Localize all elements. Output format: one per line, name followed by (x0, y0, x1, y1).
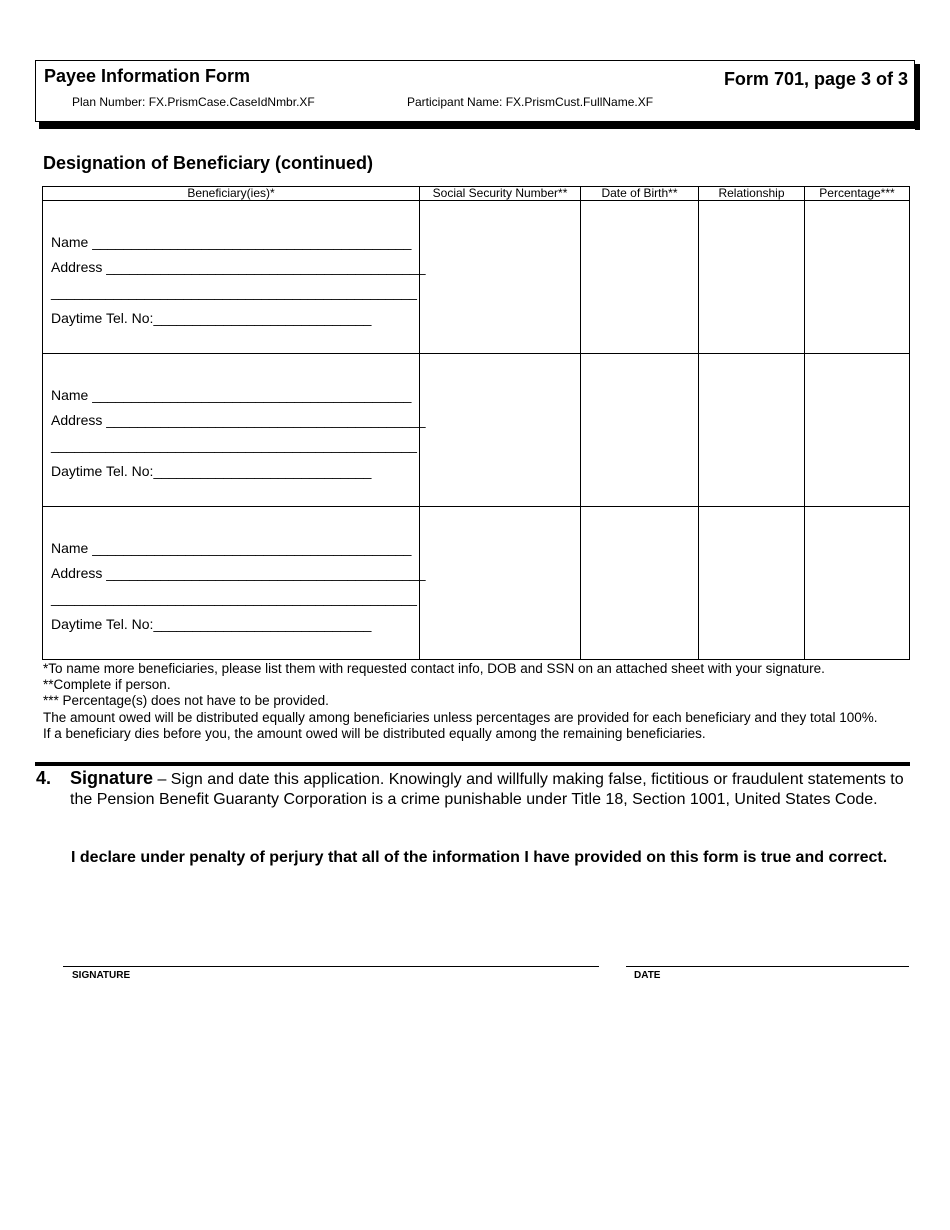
date-line[interactable] (626, 966, 909, 967)
form-number: Form 701, page 3 of 3 (723, 69, 908, 89)
phone-field[interactable]: Daytime Tel. No:____________________________ (51, 463, 372, 479)
plan-number: Plan Number: FX.PrismCase.CaseIdNmbr.XF (72, 95, 315, 109)
column-header-dob: Date of Birth** (581, 187, 699, 201)
address-field[interactable]: Address _________________________________________ (51, 259, 426, 275)
table-row (43, 201, 910, 354)
footnote: If a beneficiary dies before you, the amount owed will be distributed equally among the remaining beneficiaries. (43, 725, 706, 741)
footnote: *To name more beneficiaries, please list them with requested contact info, DOB and SSN on an attached sheet with your signature. (43, 661, 825, 676)
table-row (43, 354, 910, 507)
dob-cell[interactable] (581, 201, 699, 354)
signature-instructions-text: – Sign and date this application. Knowingly and willfully making false, fictitious or fraudulent statements to the Pension Benefit Guaranty Corporation is a crime punishable under Title 18, Section 1001, United States Code. (70, 771, 904, 808)
dob-cell[interactable] (581, 507, 699, 660)
signature-heading: Signature (70, 768, 154, 788)
relationship-cell[interactable] (699, 201, 805, 354)
name-field[interactable]: Name _________________________________________ (51, 540, 412, 556)
beneficiary-cell (43, 507, 426, 660)
percentage-cell[interactable] (805, 507, 910, 660)
name-field[interactable]: Name _________________________________________ (51, 387, 412, 403)
relationship-cell[interactable] (699, 354, 805, 507)
beneficiary-table (42, 186, 910, 660)
percentage-cell[interactable] (805, 354, 910, 507)
beneficiary-cell (43, 354, 426, 507)
address-field[interactable]: Address _________________________________________ (51, 412, 426, 428)
header-shadow (39, 122, 920, 129)
footnotes (43, 661, 878, 742)
table-header-row (43, 187, 910, 201)
header-shadow (915, 64, 920, 130)
date-label: DATE (634, 970, 661, 981)
dob-cell[interactable] (581, 354, 699, 507)
section-title: Designation of Beneficiary (continued) (43, 153, 374, 173)
beneficiary-cell (43, 201, 426, 354)
address-line-2-field[interactable]: _______________________________________________ (51, 590, 417, 606)
perjury-declaration: I declare under penalty of perjury that all of the information I have provided on this form is true and correct. (71, 849, 888, 866)
footnote: **Complete if person. (43, 677, 171, 693)
form-title: Payee Information Form (44, 66, 251, 86)
name-field[interactable]: Name _________________________________________ (51, 234, 412, 250)
column-header-relationship: Relationship (699, 187, 805, 201)
column-header-percentage: Percentage*** (805, 187, 910, 201)
address-field[interactable]: Address _________________________________________ (51, 565, 426, 581)
phone-field[interactable]: Daytime Tel. No:____________________________ (51, 616, 372, 632)
signature-instructions (70, 768, 910, 810)
section-number: 4. (36, 768, 52, 788)
address-line-2-field[interactable]: _______________________________________________ (51, 284, 417, 300)
ssn-cell[interactable] (420, 354, 581, 507)
column-header-ssn: Social Security Number** (420, 187, 581, 201)
ssn-cell[interactable] (420, 201, 581, 354)
percentage-cell[interactable] (805, 201, 910, 354)
column-header-beneficiary: Beneficiary(ies)* (43, 187, 420, 201)
section-divider (35, 762, 910, 766)
address-line-2-field[interactable]: _______________________________________________ (51, 437, 417, 453)
participant-name: Participant Name: FX.PrismCust.FullName.XF (407, 95, 654, 109)
footnote: *** Percentage(s) does not have to be provided. (43, 693, 329, 709)
relationship-cell[interactable] (699, 507, 805, 660)
signature-line[interactable] (63, 966, 599, 967)
table-row (43, 507, 910, 660)
ssn-cell[interactable] (420, 507, 581, 660)
signature-label: SIGNATURE (72, 970, 131, 981)
footnote: The amount owed will be distributed equally among beneficiaries unless percentages are provided for each beneficiary and they total 100%. (43, 709, 878, 725)
phone-field[interactable]: Daytime Tel. No:____________________________ (51, 310, 372, 326)
